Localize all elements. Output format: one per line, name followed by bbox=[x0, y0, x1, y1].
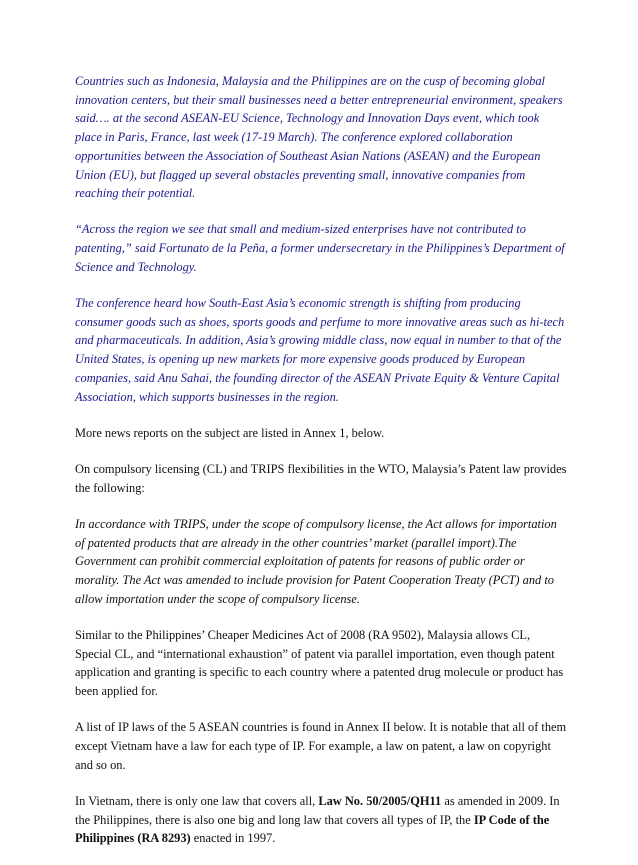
philippines-ip-code: IP Code of the Philippines (RA 8293) bbox=[75, 812, 550, 846]
document-body bbox=[75, 72, 567, 865]
vietnam-text-1: In Vietnam, there is only one law that covers all, bbox=[75, 793, 319, 808]
paragraph-cheaper-medicines-comparison: Similar to the Philippines’ Cheaper Medicines Act of 2008 (RA 9502), Malaysia allows CL, Special CL, and “international exhaustion” of patent via parallel importation, even though patent application and granting is specific to each country where a patented drug molecule or product has been applied for. bbox=[75, 627, 564, 698]
paragraph-annex-1-reference: More news reports on the subject are listed in Annex 1, below. bbox=[75, 425, 385, 440]
paragraph-ip-laws-annex-2: A list of IP laws of the 5 ASEAN countries is found in Annex II below. It is notable that all of them except Vietnam have a law for each type of IP. For example, a law on patent, a law on copyright and so on. bbox=[75, 720, 567, 772]
paragraph-vietnam-philippines-ip-law bbox=[75, 792, 567, 848]
paragraph-de-la-pena-quote: “Across the region we see that small and medium-sized enterprises have not contributed to patenting,” said Fortunato de la Peña, a former undersecretary in the Philippines’s Department of Science and Technology. bbox=[75, 222, 565, 274]
paragraph-malaysia-patent-law-excerpt: In accordance with TRIPS, under the scope of compulsory license, the Act allows for importation of patented products that are already in the other countries’ market (parallel import).The Government can prohibit commercial exploitation of patents for reasons of public order or morality. The Act was amended to include provision for Patent Cooperation Treaty (PCT) and to allow importation under the scope of compulsory license. bbox=[75, 516, 557, 606]
paragraph-compulsory-licensing-intro: On compulsory licensing (CL) and TRIPS flexibilities in the WTO, Malaysia’s Patent law provides the following: bbox=[75, 461, 567, 495]
vietnam-text-3: enacted in 1997. bbox=[190, 831, 276, 846]
paragraph-asean-innovation-quote: Countries such as Indonesia, Malaysia and the Philippines are on the cusp of becoming global innovation centers, but their small businesses need a better entrepreneurial environment, speakers said…. at the second ASEAN-EU Science, Technology and Innovation Days event, which took place in Paris, France, last week (17-19 March). The conference explored collaboration opportunities between the Association of Southeast Asian Nations (ASEAN) and the European Union (EU), but flagged up several obstacles preventing small, innovative companies from reaching their potential. bbox=[75, 74, 563, 201]
vietnam-law-number: Law No. 50/2005/QH11 bbox=[318, 793, 442, 808]
vietnam-text-2: as amended in 2009. In the Philippines, there is also one big and long law that covers all types of IP, the bbox=[75, 793, 560, 827]
paragraph-economic-shift-quote: The conference heard how South-East Asia’s economic strength is shifting from producing consumer goods such as shoes, sports goods and perfume to more innovative areas such as hi-tech and pharmaceuticals. In addition, Asia’s growing middle class, now equal in number to that of the United States, is opening up new markets for more expensive goods produced by European companies, said Anu Sahai, the founding director of the ASEAN Private Equity & Venture Capital Association, which supports businesses in the region. bbox=[75, 296, 565, 404]
